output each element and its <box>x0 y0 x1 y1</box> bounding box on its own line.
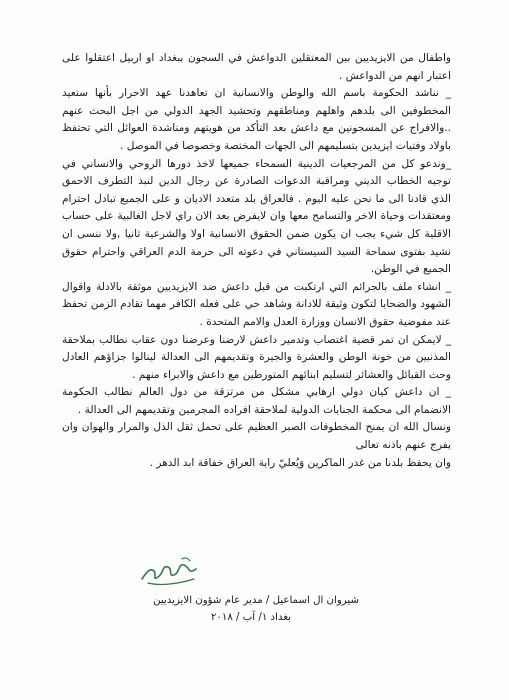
closing-line-2: وان يحفظ بلدنا من غدر الماكرين وَيُعليّ راية العراق خفاقة ابد الدهر . <box>149 456 451 469</box>
closing-line-1: ونسال الله ان يمنح المخطوفات الصبر العظيم على تحمل ثقل الذل والمرار والهوان وان يفرج عنهم باذنه تعالى <box>62 421 451 452</box>
signature-image <box>138 553 200 589</box>
paragraph-4: _ انشاء ملف بالجرائم التي ارتكبت من قبل داعش ضد الايزيديين موثقة بالادلة واقوال الشهود والضحايا لتكون وثيقة للادانة وشاهد حي على فعله الكافر مهما تقادم الزمن تحفظ عند مفوضية حقوق الانسان ووزارة العدل والامم المتحدة . <box>62 280 451 328</box>
paragraph-2: _ نناشد الحكومة باسم الله والوطن والانسانية ان تعاهدنا عهد الاحرار بأنها ستعيد المخطوفين الى بلدهم واهلهم ومناطقهم وتحشيد الجهد الدولي من اجل البحث عنهم ..والافراج عن المسجونين مع داعش بعد التأكد من هويتهم ومناشدة العوائل التي تحتفظ باولاد وفتيات ايزيدين بتسليمهم الى الجهات المختصة وخصوصا في الموصل . <box>62 87 451 152</box>
paragraph-3: _وندعو كل من المرجعيات الدينية السمحاء جميعها لاخذ دورها الروحي والانساني في توجيه الخطاب الديني ومراقبة الدعوات الصادرة عن رجال الدين لنبذ التطرف الاحمق الذي قادنا الى ما نحن عليه اليوم . فالعراق بلد متعدد الاديان و على الجميع تبادل احترام ومعتقدات وحياة الاخر والتسامح معها وان لايفرض بعد الان راي لاجل الغالبية على حساب الاقلية كل شيء يجب ان يكون ضمن الحقوق الانسانية اولا والشرعية ثانيا ,ولا ننسى ان نشيد بفتوى سماحة السيد السيستاني في دعوته الى حرمة الدم العراقي واحترام حقوق الجميع في الوطن. <box>62 157 451 276</box>
signatory-line: شيروان ال اسماعيل / مدير عام شؤون الايزيديين <box>153 595 359 606</box>
paragraph-5: _ لايمكن ان تمر قضية اغتصاب وتدمير داعش لارضنا وعرضنا دون عقاب نطالب بملاحقة المذنبين من خونة الوطن والعشرة والجيرة وتقديمهم الى العدالة لينالوا جزاؤهم العادل وحث القبائل والعشائر لتسليم ابنائهم المتورطين مع داعش والابراء منهم . <box>62 333 451 381</box>
letter-body <box>62 50 451 472</box>
paragraph-6: _ ان داعش كيان دولي ارهابي مشكل من مرتزقة من دول العالم نطالب الحكومة الانضمام الى محكمة الجنايات الدولية لملاحقة افراده المجرمين وتقديمهم الى العدالة . <box>62 386 451 416</box>
paragraph-1: واطفال من الايزيديين بين المعتقلين الدواعش في السجون ببغداد او اربيل اعتقلوا على اعتبار انهم من الدواعش . <box>62 52 451 82</box>
date-line: بغداد ١/ آب / ٢٠١٨ <box>210 612 291 623</box>
